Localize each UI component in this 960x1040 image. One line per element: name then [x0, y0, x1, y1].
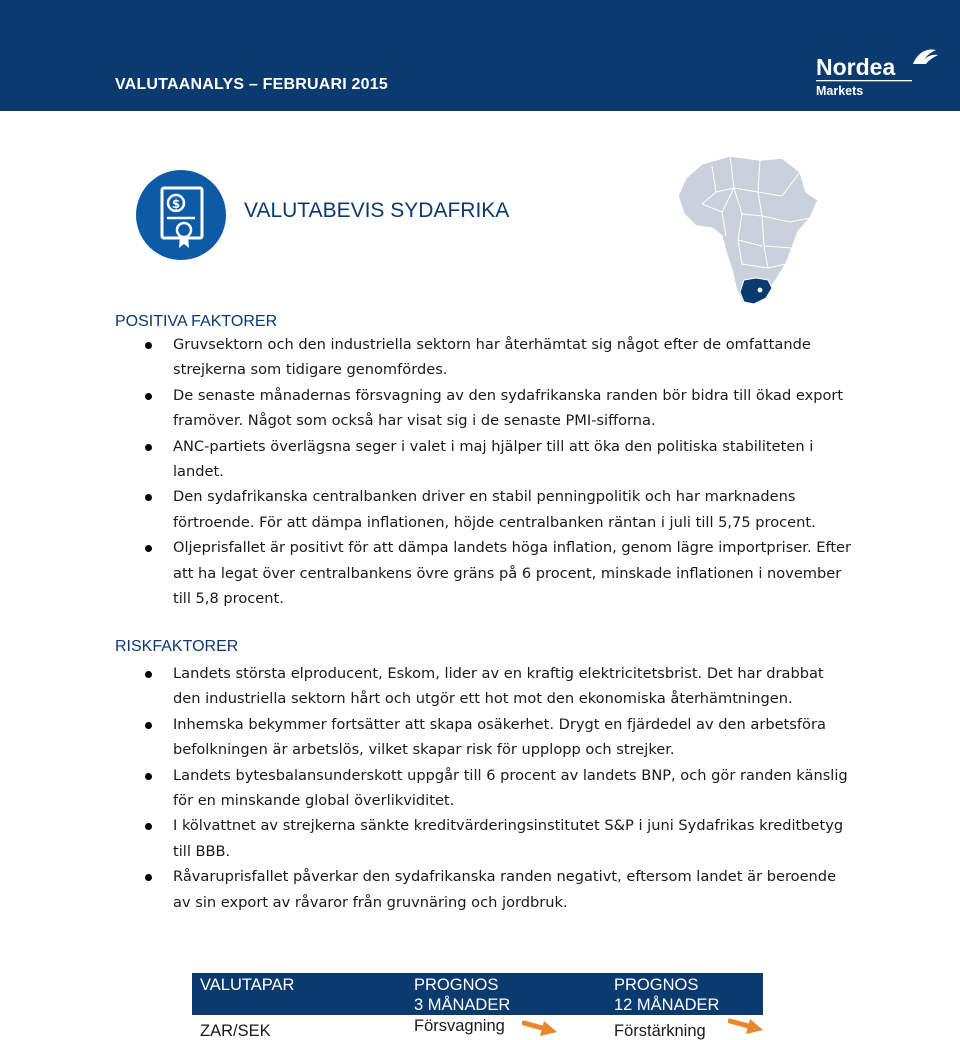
- list-item-text: Råvaruprisfallet påverkar den sydafrikanska randen negativt, eftersom landet är beroende av sin export av råvaror från gruvnäring och jordbruk.: [173, 868, 837, 911]
- logo-name: Nordea: [816, 54, 896, 80]
- page-header: [0, 0, 960, 111]
- list-item: [115, 332, 855, 383]
- nordea-logo: [814, 44, 940, 98]
- certificate-dollar-icon: [136, 170, 226, 260]
- cell-pair: ZAR/SEK: [200, 1022, 271, 1040]
- list-item: [115, 484, 855, 535]
- bullet-icon: [145, 874, 152, 881]
- africa-map-icon: [672, 152, 822, 312]
- list-item-text: Gruvsektorn och den industriella sektorn har återhämtat sig något efter de omfattande strejkerna som tidigare genomfördes.: [173, 336, 811, 379]
- bullet-icon: [145, 773, 152, 780]
- header-title: VALUTAANALYS – FEBRUARI 2015: [115, 76, 388, 93]
- risk-list: [115, 661, 855, 915]
- list-item-text: Landets bytesbalansunderskott uppgår till 6 procent av landets BNP, och gör randen känslig för en minskande global överlikviditet.: [173, 766, 848, 810]
- cell-forecast-12m: Förstärkning: [614, 1022, 706, 1040]
- arrow-down-right-icon: [522, 1017, 558, 1039]
- bullet-icon: [145, 722, 152, 729]
- header-prognos-3m-line2: 3 MÅNADER: [414, 996, 511, 1014]
- list-item: [115, 434, 855, 485]
- list-item-text: ANC-partiets överlägsna seger i valet i maj hjälper till att öka den politiska stabiliteten i landet.: [173, 437, 814, 481]
- list-item: [115, 813, 855, 864]
- positive-list: [115, 332, 855, 611]
- header-prognos-3m-line1: PROGNOS: [414, 976, 499, 994]
- document-title: VALUTABEVIS SYDAFRIKA: [244, 199, 510, 222]
- list-item-text: Landets största elproducent, Eskom, lider av en kraftig elektricitetsbrist. Det har drabbat den industriella sektorn hårt och utgör ett hot mot den ekonomiska återhämtningen.: [173, 665, 824, 708]
- bullet-icon: [145, 545, 152, 552]
- header-prognos-12m-line2: 12 MÅNADER: [614, 996, 720, 1014]
- table-row: [192, 1015, 763, 1040]
- list-item: [115, 763, 855, 814]
- bullet-icon: [145, 823, 152, 830]
- header-valutapar: VALUTAPAR: [200, 976, 295, 994]
- list-item: [115, 661, 855, 712]
- list-item-text: Oljeprisfallet är positivt för att dämpa landets höga inflation, genom lägre importpriser. Efter att ha legat över centralbankens övre gräns på 6 procent, minskade inflationen i november till 5,8 procent.: [173, 539, 852, 608]
- forecast-table: [192, 973, 763, 1040]
- list-item: [115, 535, 855, 611]
- logo-sub: Markets: [816, 84, 864, 98]
- cell-forecast-3m: Försvagning: [414, 1017, 505, 1035]
- list-item-text: Den sydafrikanska centralbanken driver en stabil penningpolitik och har marknadens förtroende. För att dämpa inflationen, höjde centralbanken räntan i juli till 5,75 procent.: [173, 488, 816, 531]
- svg-text:$: $: [171, 197, 181, 211]
- arrow-down-right-icon: [728, 1015, 764, 1037]
- list-item: [115, 383, 855, 434]
- list-item: [115, 712, 855, 763]
- nordea-wings-icon: [913, 50, 938, 64]
- list-item-text: I kölvattnet av strejkerna sänkte kreditvärderingsinstitutet S&P i juni Sydafrikas kreditbetyg till BBB.: [173, 817, 844, 860]
- bullet-icon: [145, 342, 152, 349]
- table-header-row: [192, 973, 763, 1015]
- bullet-icon: [145, 393, 152, 400]
- list-item-text: De senaste månadernas försvagning av den sydafrikanska randen bör bidra till ökad export framöver. Något som också har visat sig i de senaste PMI-sifforna.: [173, 386, 844, 430]
- positive-heading: POSITIVA FAKTORER: [115, 313, 278, 330]
- bullet-icon: [145, 444, 152, 451]
- list-item: [115, 864, 855, 915]
- bullet-icon: [145, 494, 152, 501]
- risk-heading: RISKFAKTORER: [115, 638, 239, 655]
- bullet-icon: [145, 671, 152, 678]
- list-item-text: Inhemska bekymmer fortsätter att skapa osäkerhet. Drygt en fjärdedel av den arbetsföra befolkningen är arbetslös, vilket skapar risk för upplopp och strejker.: [173, 715, 826, 759]
- header-prognos-12m-line1: PROGNOS: [614, 976, 699, 994]
